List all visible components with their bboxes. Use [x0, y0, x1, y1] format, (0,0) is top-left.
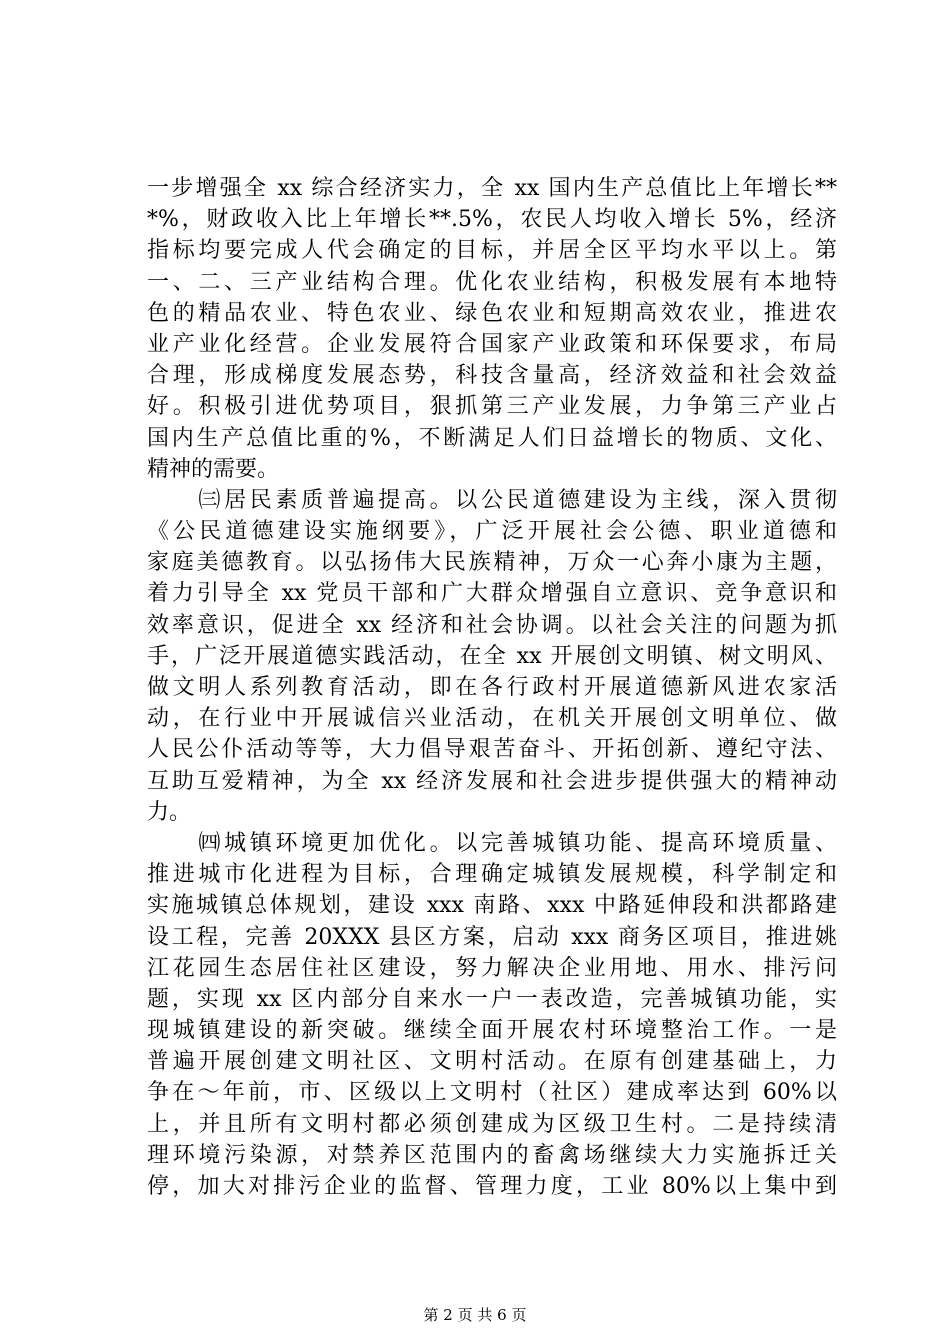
text-line: 业产业化经营。企业发展符合国家产业政策和环保要求，布局: [147, 331, 837, 357]
text-line: ㈣城镇环境更加优化。以完善城镇功能、提高环境质量、: [147, 830, 837, 856]
text-line: 做文明人系列教育活动，即在各行政村开展道德新风进农家活: [147, 675, 837, 700]
text-line: 效率意识，促进全 xx 经济和社会协调。以社会关注的问题为抓: [147, 612, 837, 638]
text-line: 争在～年前，市、区级以上文明村（社区）建成率达到 60%以: [147, 1080, 837, 1106]
text-line: 好。积极引进优势项目，狠抓第三产业发展，力争第三产业占: [147, 394, 837, 420]
text-line: 互助互爱精神，为全 xx 经济发展和社会进步提供强大的精神动: [147, 768, 837, 794]
text-line: 推进城市化进程为目标，合理确定城镇发展规模，科学制定和: [147, 862, 837, 888]
text-line: 普遍开展创建文明社区、文明村活动。在原有创建基础上，力: [147, 1049, 837, 1075]
document-body: [147, 173, 837, 1202]
text-line: 指标均要完成人代会确定的目标，并居全区平均水平以上。第: [147, 238, 837, 264]
text-line: ㈢居民素质普遍提高。以公民道德建设为主线，深入贯彻: [147, 487, 837, 513]
text-line: 色的精品农业、特色农业、绿色农业和短期高效农业，推进农: [147, 300, 837, 326]
text-line: 实施城镇总体规划，建设 xxx 南路、xxx 中路延伸段和洪都路建: [147, 893, 837, 919]
text-line: 力。: [147, 799, 192, 825]
text-line: 人民公仆活动等等，大力倡导艰苦奋斗、开拓创新、遵纪守法、: [147, 737, 837, 763]
text-line: 动，在行业中开展诚信兴业活动，在机关开展创文明单位、做: [147, 706, 837, 732]
text-line: 江花园生态居住社区建设，努力解决企业用地、用水、排污问: [147, 955, 837, 981]
text-line: 精神的需要。: [147, 456, 280, 482]
text-line: 国内生产总值比重的%，不断满足人们日益增长的物质、文化、: [147, 425, 837, 451]
text-line: 上，并且所有文明村都必须创建成为区级卫生村。二是持续清: [147, 1111, 837, 1137]
text-line: *%，财政收入比上年增长**.5%，农民人均收入增长 5%，经济: [147, 207, 837, 233]
text-line: 《公民道德建设实施纲要》，广泛开展社会公德、职业道德和: [147, 519, 837, 545]
text-line: 着力引导全 xx 党员干部和广大群众增强自立意识、竞争意识和: [147, 581, 837, 607]
text-line: 理环境污染源，对禁养区范围内的畜禽场继续大力实施拆迁关: [147, 1142, 837, 1168]
text-line: 合理，形成梯度发展态势，科技含量高，经济效益和社会效益: [147, 363, 837, 389]
text-line: 题，实现 xx 区内部分自来水一户一表改造，完善城镇功能，实: [147, 986, 837, 1012]
text-line: 一步增强全 xx 综合经济实力，全 xx 国内生产总值比上年增长**: [147, 176, 837, 201]
text-line: 一、二、三产业结构合理。优化农业结构，积极发展有本地特: [147, 269, 837, 295]
page-footer: 第 2 页 共 6 页: [423, 1306, 527, 1324]
text-line: 停，加大对排污企业的监督、管理力度，工业 80%以上集中到: [147, 1174, 837, 1199]
text-line: 手，广泛开展道德实践活动，在全 xx 开展创文明镇、树文明风、: [147, 643, 837, 669]
text-line: 现城镇建设的新突破。继续全面开展农村环境整治工作。一是: [147, 1018, 837, 1044]
text-line: 家庭美德教育。以弘扬伟大民族精神，万众一心奔小康为主题，: [147, 550, 837, 576]
text-line: 设工程，完善 20XXX 县区方案，启动 xxx 商务区项目，推进姚: [147, 924, 837, 950]
